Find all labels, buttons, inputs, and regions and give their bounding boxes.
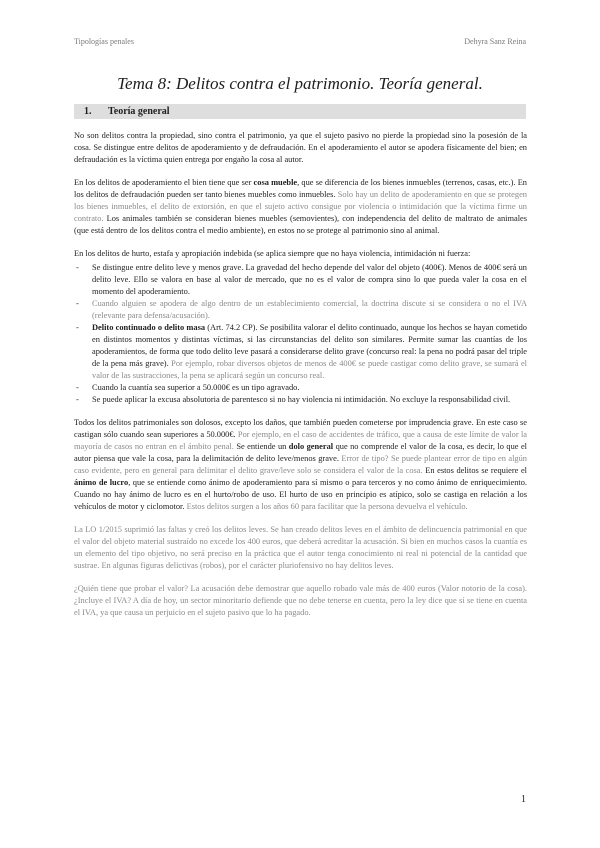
dash-bullet: - [76,323,79,332]
section-heading [74,104,526,119]
paragraph-6: ¿Quién tiene que probar el valor? La acusación debe demostrar que aquello robado vale más de 400 euros (Valor notorio de la cosa). ¿Incluye el IVA? A día de hoy, un sector minoritario defiende que no debe tenerse en cuenta, pero la ley dice que sí se tiene en cuenta el IVA, ya que causa un perjuicio en el sujeto pasivo que lo ha pagado. [74,584,527,617]
grey-note: Estos delitos surgen a los años 60 para facilitar que la persona devuelva el vehículo. [184,502,468,511]
dash-bullet: - [76,383,79,392]
list-item [74,322,527,382]
list-item [74,394,527,406]
list-item-text: Se distingue entre delito leve y menos grave. La gravedad del hecho depende del valor del objeto (400€). Menos de 400€ será un delito leve. Ello se valora en base al valor de mercado, que no es el valor de compra sino lo que pueda valer la cosa en el momento del apoderamiento. [92,263,527,296]
list-item [74,382,527,394]
paragraph-2 [74,177,527,237]
text-run: Los animales también se consideran bienes muebles (semovientes), con independencia del delito de maltrato de animales (que está dentro de los delitos contra el medio ambiente), en estos no se protege al patrimonio sino al animal. [74,214,527,235]
dash-bullet: - [76,263,79,272]
page-title: Tema 8: Delitos contra el patrimonio. Teoría general. [117,74,483,93]
grey-note: Solo hay un delito de apoderamiento en que se protegen los bienes inmuebles, el delito de extorsión, en que el sujeto activo consigue por violencia o intimidación que la víctima firme un contrato. [74,190,527,223]
paragraph-5: La LO 1/2015 suprimió las faltas y creó los delitos leves. Se han creado delitos leves en el ámbito de delincuencia patrimonial en que el valor del objeto material sustraído no excede los 400 euros, que deberá acreditar la acusación. Si bien en muchos casos la cuantía es un elemento del tipo objetivo, no será preciso en la práctica que el autor tenga conocimiento ni real ni potencial de la cantidad que sustrae. En algunas figuras delictivas (robos), por el carácter pluriofensivo no hay delitos leves. [74,525,527,570]
page-number: 1 [521,794,526,805]
paragraph-4 [74,417,527,513]
emphasis-delito-continuado: Delito continuado o delito masa [92,323,206,332]
paragraph-1: No son delitos contra la propiedad, sino contra el patrimonio, ya que el sujeto pasivo no pierde la propiedad sino la posesión de la cosa. Se distingue entre delitos de apoderamiento y de defraudación. En el apoderamiento el autor se apodera físicamente del bien; en defraudación es la víctima quien entrega por engaño la cosa al autor. [74,131,527,164]
paragraph-3: En los delitos de hurto, estafa y apropiación indebida (se aplica siempre que no haya violencia, intimidación ni fuerza: [74,249,471,258]
list-item [74,262,527,298]
text-run: Todos los delitos patrimoniales son dolosos, excepto los daños, que también pueden cometerse por imprudencia grave. En este caso se castigan sólo cuando sean superiores a 50.000€. [74,418,527,439]
list-item-text: Se puede aplicar la excusa absolutoria de parentesco si no hay violencia ni intimidación. No excluye la responsabilidad civil. [92,395,511,404]
text-run: , que se entiende como ánimo de apoderamiento para sí mismo o para terceros y no como ánimo de enriquecimiento. Cuando no hay ánimo de lucro es en el hurto/robo de uso. El hurto de uso en principio es atípico, solo se castiga en relación a los vehículos de motor y ciclomotor. [74,478,527,511]
dash-bullet: - [76,395,79,404]
section-label: Teoría general [108,106,170,117]
grey-note: Por ejemplo, robar diversos objetos de menos de 400€ se puede castigar como delito grave, se sumará el valor de las sustracciones, la pena se aplicará según un concurso real. [92,359,527,380]
header-course: Tipologías penales [74,37,134,46]
text-run: En estos delitos se requiere el [422,466,527,475]
emphasis-dolo-general: dolo general [288,442,334,451]
list-item [74,298,527,322]
list-item-text: Cuando la cuantía sea superior a 50.000€ es un tipo agravado. [92,383,300,392]
bullet-list [74,262,527,406]
section-number: 1. [84,106,92,117]
text-run: , que se diferencia de los bienes inmuebles (terrenos, casas, etc.). En los delitos de defraudación pueden ser tanto bienes muebles como inmuebles. [74,178,527,199]
emphasis-animo-de-lucro: ánimo de lucro [74,478,129,487]
list-item-text: Cuando alguien se apodera de algo dentro de un establecimiento comercial, la doctrina discute si se considera o no el IVA (relevante para defensa/acusación). [92,299,527,320]
page-header [74,37,526,49]
text-run: que no comprende el valor de la cosa, es decir, lo que el autor piensa que vale la cosa, para la delimitación de delito leve/menos grave. [74,442,527,463]
dash-bullet: - [76,299,79,308]
text-run: En los delitos de apoderamiento el bien tiene que ser [74,178,254,187]
grey-note: Error de tipo? Se puede plantear error de tipo en algún caso evidente, pero en general para delimitar el delito grave/leve solo se considera el valor de la cosa. [74,454,527,475]
list-item-text: (Art. 74.2 CP). Se posibilita valorar el delito continuado, aunque los hechos se hayan cometido en distintos momentos y distintas víctimas, si las circunstancias del delito son similares. Permite sumar las cuantías de los apoderamientos, de forma que todo delito leve pasará a considerarse delito grave (concurso real: la pena no podrá pasar del triple de la pena más grave). [92,323,527,368]
header-author: Dehyra Sanz Reina [464,37,526,46]
document-body [74,130,527,630]
grey-note: Por ejemplo, en el caso de accidentes de tráfico, que a causa de este límite de valor la mayoría de casos no entran en el ámbito penal. [74,430,527,451]
text-run: Se entiende un [233,442,289,451]
emphasis-cosa-mueble: cosa mueble [253,178,298,187]
